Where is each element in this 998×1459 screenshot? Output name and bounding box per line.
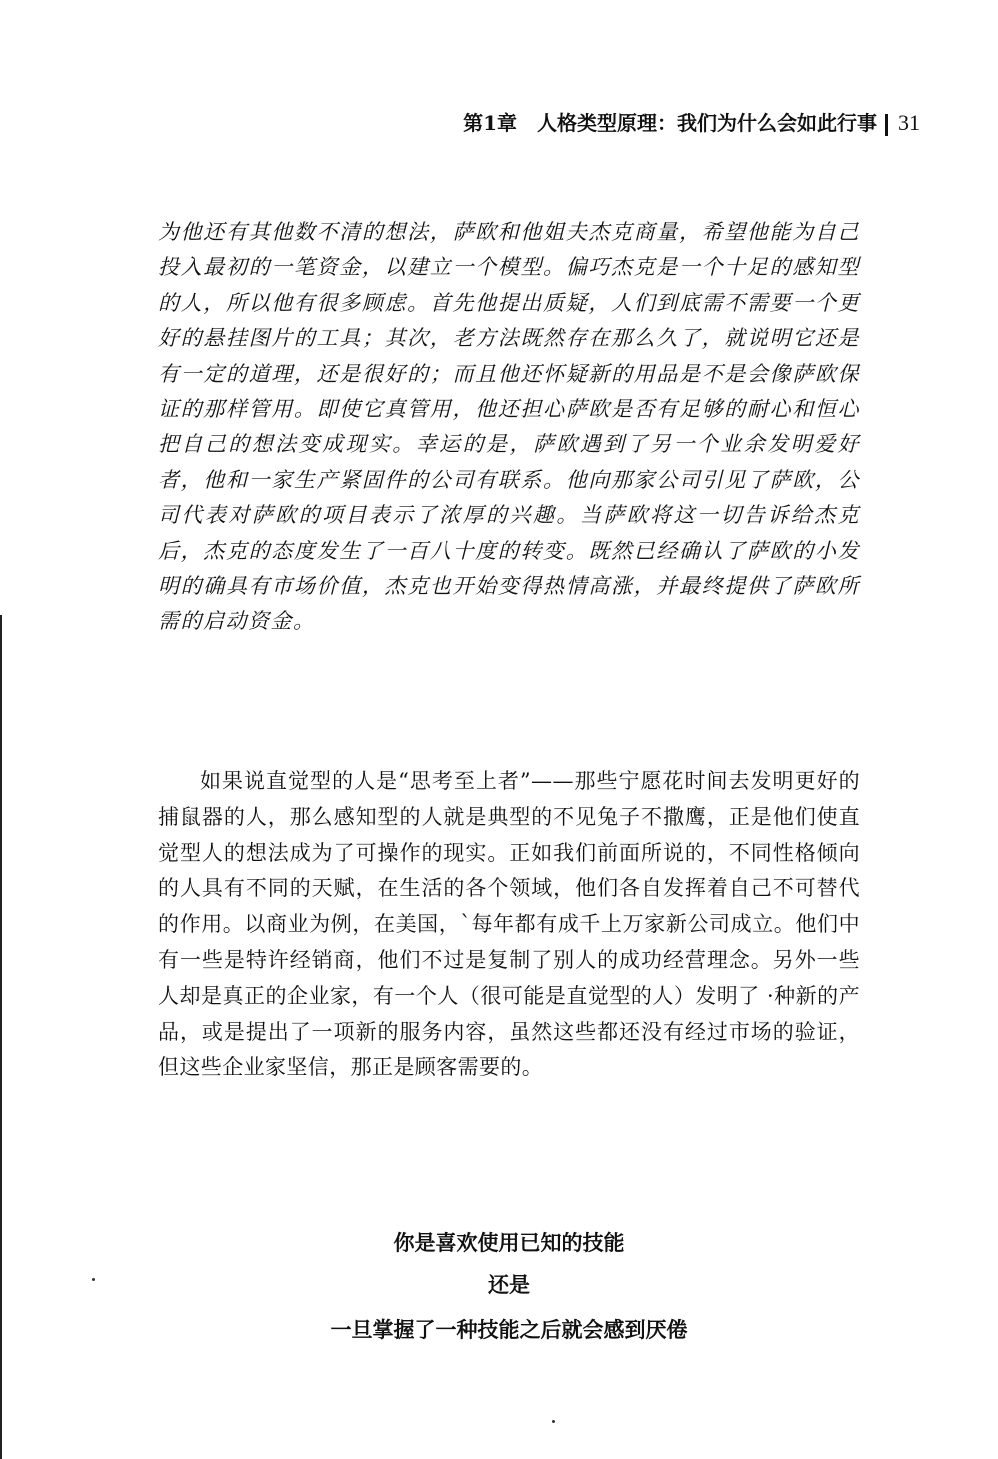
scan-edge-line — [0, 615, 2, 1459]
scan-speck — [552, 1420, 555, 1423]
section-heading-line-1: 你是喜欢使用已知的技能 — [393, 1231, 625, 1255]
section-heading-line-3: 一旦掌握了一种技能之后就会感到厌倦 — [330, 1318, 688, 1342]
section-heading-line-2: 还是 — [488, 1273, 530, 1297]
header-separator — [885, 114, 888, 136]
paragraph-continued: 为他还有其他数不清的想法，萨欧和他姐夫杰克商量，希望他能为自己投入最初的一笔资金，以建立一个模型。偏巧杰克是一个十足的感知型的人，所以他有很多顾虑。首先他提出质疑，人们到底需不需要一个更好的悬挂图片的工具；其次，老方法既然存在那么久了，就说明它还是有一定的道理，还是很好的；而且他还怀疑新的用品是不是会像萨欧保证的那样管用。即使它真管用，他还担心萨欧是否有足够的耐心和恒心把自己的想法变成现实。幸运的是，萨欧遇到了另一个业余发明爱好者，他和一家生产紧固件的公司有联系。他向那家公司引见了萨欧，公司代表对萨欧的项目表示了浓厚的兴趣。当萨欧将这一切告诉给杰克后，杰克的态度发生了一百八十度的转变。既然已经确认了萨欧的小发明的确具有市场价值，杰克也开始变得热情高涨，并最终提供了萨欧所需的启动资金。 — [158, 220, 860, 634]
scan-speck — [92, 1278, 95, 1281]
paragraph-intuitive-vs-sensing: 如果说直觉型的人是“思考至上者”——那些宁愿花时间去发明更好的捕鼠器的人，那么感知型的人就是典型的不见兔子不撒鹰，正是他们使直觉型人的想法成为了可操作的现实。正如我们前面所说的，不同性格倾向的人具有不同的天赋，在生活的各个领域，他们各自发挥着自己不可替代的作用。以商业为例，在美国，`每年都有成千上万家新公司成立。他们中有一些是特许经销商，他们不过是复制了别人的成功经营理念。另外一些人却是真正的企业家，有一个人（很可能是直觉型的人）发明了 ·种新的产品，或是提出了一项新的服务内容，虽然这些都还没有经过市场的验证，但这些企业家坚信，那正是顾客需要的。 — [158, 769, 860, 1080]
chapter-title: 第1章 人格类型原理：我们为什么会如此行事 — [463, 111, 877, 135]
running-header — [320, 108, 920, 138]
page-number: 31 — [898, 110, 920, 135]
